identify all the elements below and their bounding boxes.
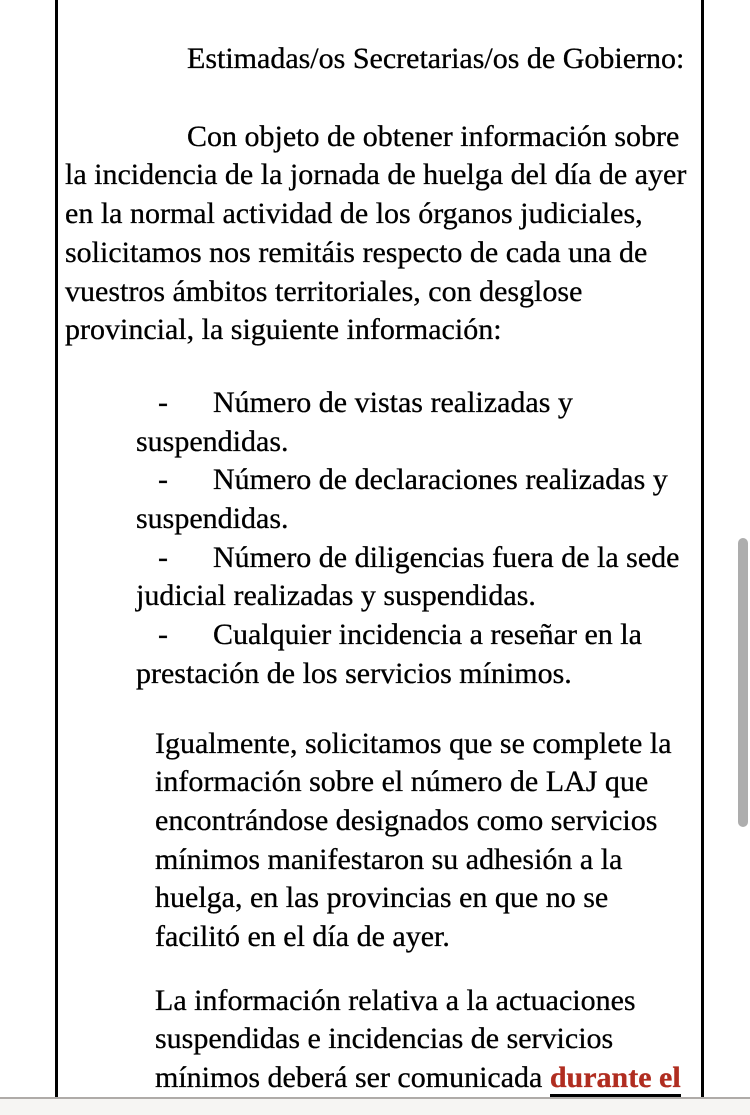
text-segment: prestación de los servicios mínimos.	[136, 656, 572, 690]
text-segment: Número de diligencias fuera de la sede	[213, 540, 680, 574]
text-line	[58, 273, 701, 312]
text-line	[58, 616, 701, 655]
text-line	[58, 461, 701, 500]
text-segment: facilitó en el día de ayer.	[155, 920, 450, 954]
text-segment: La información relativa a la actuaciones	[155, 983, 636, 1017]
text-segment: provincial, la siguiente información:	[65, 313, 502, 347]
paragraph-block	[58, 982, 701, 1097]
text-line	[58, 384, 701, 423]
text-line	[58, 577, 701, 616]
text-segment: vuestros ámbitos territoriales, con desglose	[65, 274, 583, 308]
text-line	[58, 982, 701, 1021]
paragraph-list	[58, 384, 701, 694]
text-segment: Número de vistas realizadas y	[213, 385, 573, 419]
text-line	[58, 195, 701, 234]
text-segment: suspendidas.	[136, 502, 289, 536]
text-line	[58, 500, 701, 539]
text-line	[58, 423, 701, 462]
bullet-marker: -	[158, 385, 168, 419]
text-line	[58, 841, 701, 880]
text-line	[58, 725, 701, 764]
text-line	[58, 311, 701, 350]
bullet-marker: -	[158, 540, 168, 574]
text-segment: Número de declaraciones realizadas y	[213, 463, 668, 497]
document-page	[55, 0, 704, 1097]
bullet-marker: -	[158, 463, 168, 497]
page-gap-separator	[0, 1097, 750, 1115]
text-segment: Con objeto de obtener información sobre	[187, 119, 680, 153]
text-line	[58, 234, 701, 273]
text-segment: información sobre el número de LAJ que	[155, 765, 649, 799]
text-line	[58, 118, 701, 157]
text-segment: la incidencia de la jornada de huelga del día de ayer	[65, 158, 687, 192]
text-segment: encontrándose designados como servicios	[155, 803, 658, 837]
paragraph-body	[58, 118, 701, 350]
document-text	[58, 40, 701, 1097]
text-line	[58, 1020, 701, 1059]
paragraph-salutation	[58, 40, 701, 79]
text-segment: Igualmente, solicitamos que se complete la	[155, 726, 672, 760]
scrollbar-thumb[interactable]	[738, 538, 748, 827]
text-segment: suspendidas e incidencias de servicios	[155, 1022, 614, 1056]
text-line	[58, 879, 701, 918]
paragraph-block	[58, 725, 701, 957]
deadline-emphasis-text: durante el	[550, 1061, 681, 1097]
text-line	[58, 1059, 701, 1097]
text-segment: Estimadas/os Secretarias/os de Gobierno:	[187, 42, 685, 75]
text-segment: mínimos deberá ser comunicada	[155, 1061, 550, 1095]
text-line	[58, 918, 701, 957]
text-line	[58, 156, 701, 195]
bullet-marker: -	[158, 618, 168, 652]
text-line	[58, 539, 701, 578]
text-line	[58, 655, 701, 694]
text-segment: judicial realizadas y suspendidas.	[136, 579, 536, 613]
text-line	[58, 763, 701, 802]
text-segment: Cualquier incidencia a reseñar en la	[213, 618, 642, 652]
text-segment: solicitamos nos remitáis respecto de cada una de	[65, 235, 648, 269]
text-line	[58, 40, 701, 79]
text-segment: en la normal actividad de los órganos judiciales,	[65, 197, 643, 231]
text-segment: huelga, en las provincias en que no se	[155, 881, 609, 915]
text-segment: suspendidas.	[136, 424, 289, 458]
text-line	[58, 802, 701, 841]
text-segment: mínimos manifestaron su adhesión a la	[155, 842, 623, 876]
